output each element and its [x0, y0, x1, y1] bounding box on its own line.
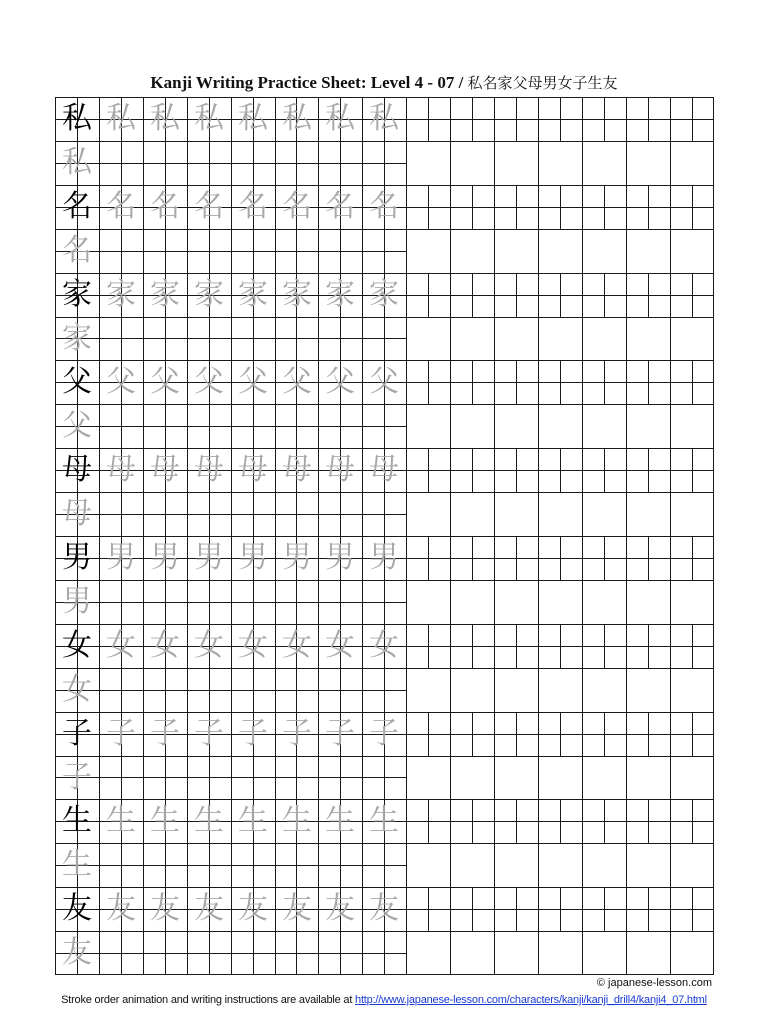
- model-kanji: 名: [62, 189, 92, 224]
- model-kanji: 母: [62, 452, 92, 487]
- trace-kanji-below: 友: [62, 935, 92, 970]
- trace-kanji: 友: [369, 891, 399, 926]
- trace-kanji: 男: [194, 540, 224, 575]
- sheet-title: [0, 72, 768, 93]
- model-kanji: 友: [62, 891, 92, 926]
- trace-kanji: 母: [238, 452, 268, 487]
- trace-kanji: 母: [325, 452, 355, 487]
- trace-kanji: 友: [106, 891, 136, 926]
- trace-kanji-below: 母: [62, 496, 92, 531]
- trace-kanji-below: 父: [62, 408, 92, 443]
- trace-kanji: 子: [106, 716, 136, 751]
- model-kanji: 家: [62, 277, 92, 312]
- trace-kanji: 男: [369, 540, 399, 575]
- trace-kanji: 生: [325, 803, 355, 838]
- trace-kanji: 男: [238, 540, 268, 575]
- trace-kanji: 名: [325, 189, 355, 224]
- trace-kanji: 家: [106, 277, 136, 312]
- model-kanji: 男: [62, 540, 92, 575]
- trace-kanji: 母: [194, 452, 224, 487]
- trace-kanji: 私: [238, 101, 268, 136]
- trace-kanji: 名: [369, 189, 399, 224]
- trace-kanji-below: 子: [62, 760, 92, 795]
- trace-kanji: 私: [150, 101, 180, 136]
- trace-kanji: 男: [282, 540, 312, 575]
- trace-kanji: 父: [238, 364, 268, 399]
- trace-kanji: 生: [238, 803, 268, 838]
- trace-kanji: 家: [369, 277, 399, 312]
- model-kanji: 生: [62, 803, 92, 838]
- trace-kanji: 女: [325, 628, 355, 663]
- footer-text: Stroke order animation and writing instructions are available at: [61, 994, 356, 1006]
- trace-kanji: 私: [194, 101, 224, 136]
- trace-kanji: 生: [282, 803, 312, 838]
- trace-kanji: 私: [369, 101, 399, 136]
- trace-kanji-below: 名: [62, 233, 92, 268]
- trace-kanji: 生: [106, 803, 136, 838]
- trace-kanji: 父: [150, 364, 180, 399]
- trace-kanji: 友: [325, 891, 355, 926]
- trace-kanji: 母: [282, 452, 312, 487]
- model-kanji: 私: [62, 101, 92, 136]
- trace-kanji: 家: [282, 277, 312, 312]
- trace-kanji: 生: [369, 803, 399, 838]
- trace-kanji: 名: [150, 189, 180, 224]
- trace-kanji: 生: [194, 803, 224, 838]
- trace-kanji: 生: [150, 803, 180, 838]
- trace-kanji: 女: [238, 628, 268, 663]
- trace-kanji: 子: [238, 716, 268, 751]
- trace-kanji: 友: [150, 891, 180, 926]
- trace-kanji: 私: [325, 101, 355, 136]
- model-kanji: 子: [62, 716, 92, 751]
- trace-kanji: 家: [325, 277, 355, 312]
- trace-kanji: 父: [106, 364, 136, 399]
- trace-kanji: 名: [238, 189, 268, 224]
- trace-kanji: 男: [325, 540, 355, 575]
- model-kanji: 父: [62, 364, 92, 399]
- trace-kanji: 男: [106, 540, 136, 575]
- trace-kanji-below: 女: [62, 672, 92, 707]
- trace-kanji: 友: [238, 891, 268, 926]
- trace-kanji: 名: [194, 189, 224, 224]
- trace-kanji: 女: [150, 628, 180, 663]
- trace-kanji: 男: [150, 540, 180, 575]
- trace-kanji: 女: [106, 628, 136, 663]
- trace-kanji: 家: [238, 277, 268, 312]
- trace-kanji: 家: [150, 277, 180, 312]
- trace-kanji: 家: [194, 277, 224, 312]
- trace-kanji-below: 生: [62, 847, 92, 882]
- trace-kanji: 子: [282, 716, 312, 751]
- trace-kanji: 友: [282, 891, 312, 926]
- trace-kanji: 母: [106, 452, 136, 487]
- title-text: Kanji Writing Practice Sheet: Level 4 - 07 /: [150, 73, 468, 92]
- trace-kanji-below: 私: [62, 145, 92, 180]
- trace-kanji: 名: [106, 189, 136, 224]
- trace-kanji: 女: [282, 628, 312, 663]
- trace-kanji: 私: [106, 101, 136, 136]
- trace-kanji: 父: [282, 364, 312, 399]
- trace-kanji: 子: [194, 716, 224, 751]
- footer-instructions: [0, 994, 768, 1006]
- trace-kanji: 私: [282, 101, 312, 136]
- practice-grid: [55, 97, 714, 975]
- trace-kanji: 父: [369, 364, 399, 399]
- trace-kanji: 女: [194, 628, 224, 663]
- trace-kanji-below: 家: [62, 321, 92, 356]
- title-kanji-list: 私名家父母男女子生友: [467, 74, 618, 92]
- trace-kanji: 名: [282, 189, 312, 224]
- copyright-notice: © japanese-lesson.com: [596, 977, 712, 989]
- trace-kanji-below: 男: [62, 584, 92, 619]
- stroke-order-link[interactable]: http://www.japanese-lesson.com/characters/kanji/kanji_drill4/kanji4_07.html: [355, 994, 707, 1006]
- model-kanji: 女: [62, 628, 92, 663]
- trace-kanji: 女: [369, 628, 399, 663]
- trace-kanji: 子: [150, 716, 180, 751]
- trace-kanji: 母: [150, 452, 180, 487]
- trace-kanji: 友: [194, 891, 224, 926]
- trace-kanji: 父: [325, 364, 355, 399]
- trace-kanji: 子: [369, 716, 399, 751]
- trace-kanji: 子: [325, 716, 355, 751]
- trace-kanji: 母: [369, 452, 399, 487]
- trace-kanji: 父: [194, 364, 224, 399]
